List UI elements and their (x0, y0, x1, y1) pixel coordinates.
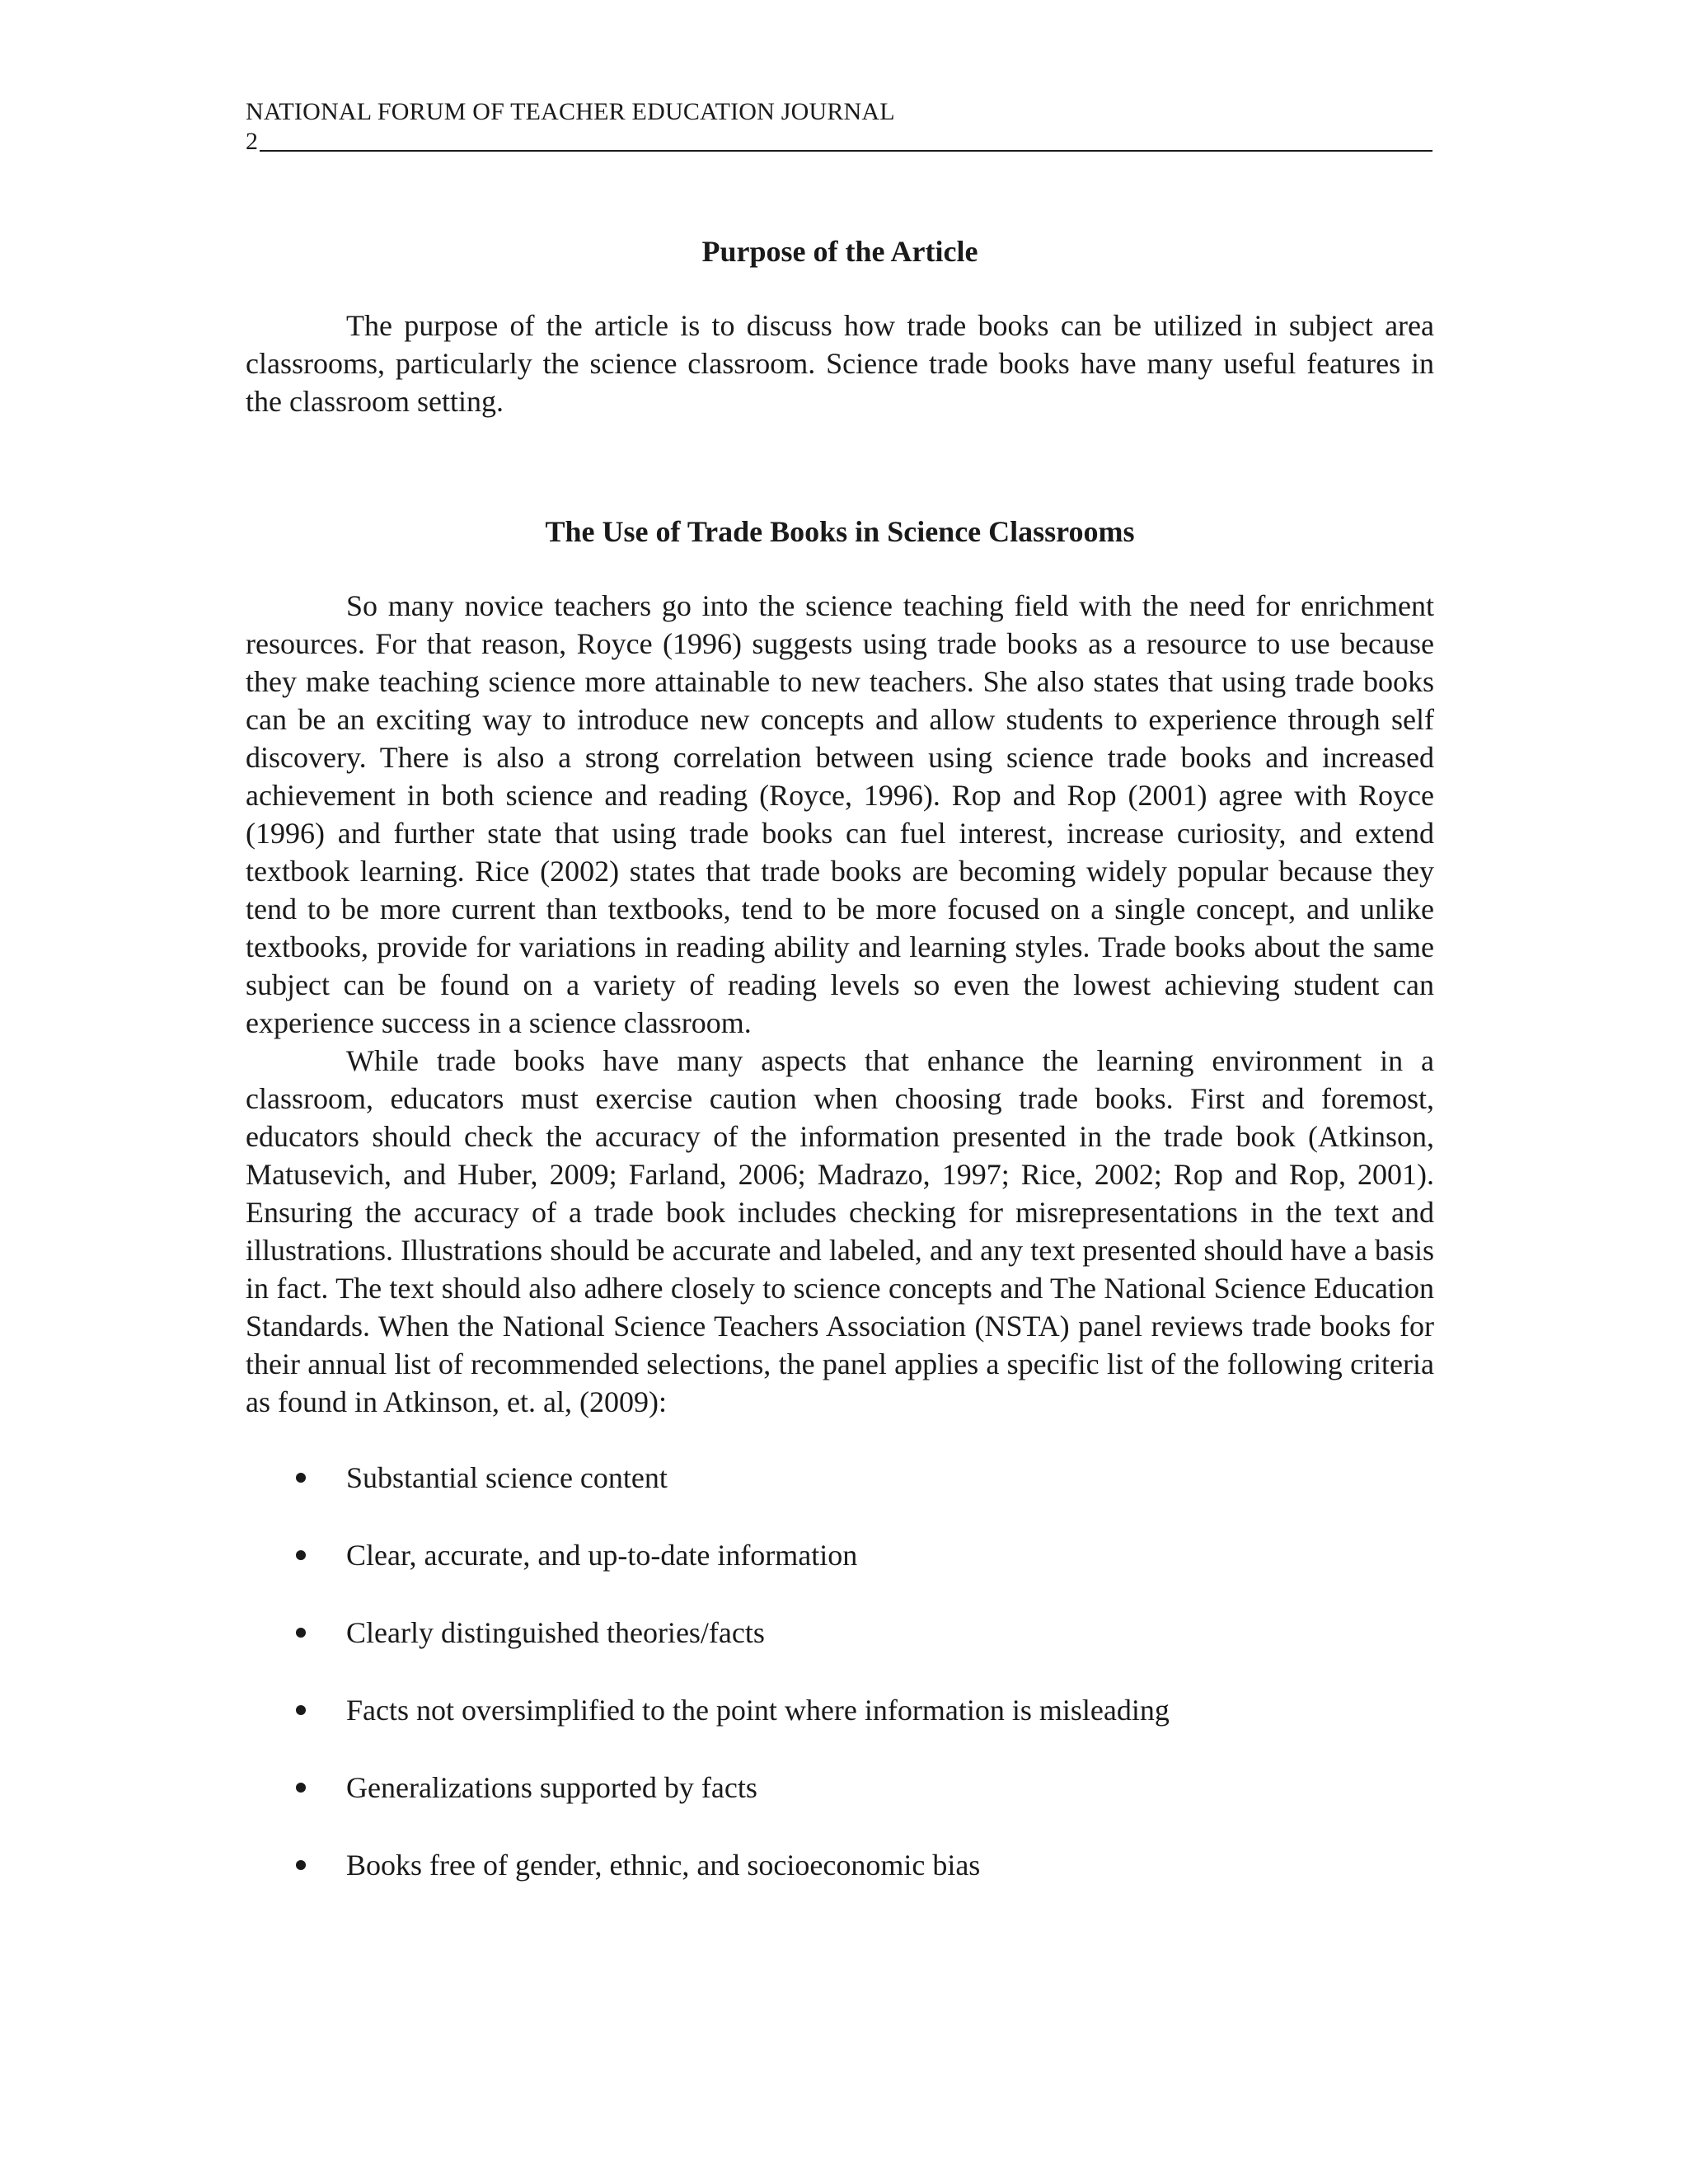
bullet-icon (296, 1860, 306, 1870)
list-item (246, 1846, 1434, 1884)
bullet-icon (296, 1628, 306, 1638)
page-number: 2 (246, 128, 258, 155)
bullet-icon (296, 1550, 306, 1560)
list-item-text: Facts not oversimplified to the point where information is misleading (346, 1694, 1170, 1727)
list-item (246, 1536, 1434, 1574)
list-item-text: Clearly distinguished theories/facts (346, 1616, 765, 1649)
bullet-icon (296, 1473, 306, 1483)
page-number-line (246, 127, 1432, 157)
list-item-text: Clear, accurate, and up-to-date information (346, 1539, 858, 1572)
body-paragraph-1: So many novice teachers go into the science teaching field with the need for enrichment resources. For that reason, Royce (1996) suggests using trade books as a resource to use because they make teaching science more attainable to new teachers. She also states that using trade books can be an exciting way to introduce new concepts and allow students to experience through self discovery. There is also a strong correlation between using science trade books and increased achievement in both science and reading (Royce, 1996). Rop and Rop (2001) agree with Royce (1996) and further state that using trade books can fuel interest, increase curiosity, and extend textbook learning. Rice (2002) states that trade books are becoming widely popular because they tend to be more current than textbooks, tend to be more focused on a single concept, and unlike textbooks, provide for variations in reading ability and learning styles. Trade books about the same subject can be found on a variety of reading levels so even the lowest achieving student can experience success in a science classroom. (246, 589, 1434, 1039)
list-item-text: Substantial science content (346, 1461, 668, 1494)
purpose-paragraph: The purpose of the article is to discuss how trade books can be utilized in subject area classrooms, particularly the science classroom. Science trade books have many useful features in the classroom setting. (246, 309, 1434, 418)
list-item-text: Generalizations supported by facts (346, 1771, 757, 1804)
list-item (246, 1459, 1434, 1497)
body-paragraph-2: While trade books have many aspects that enhance the learning environment in a classroom, educators must exercise caution when choosing trade books. First and foremost, educators should check the accuracy of the information presented in the trade book (Atkinson, Matusevich, and Huber, 2009; Farland, 2006; Madrazo, 1997; Rice, 2002; Rop and Rop, 2001). Ensuring the accuracy of a trade book includes checking for misrepresentations in the text and illustrations. Illustrations should be accurate and labeled, and any text presented should have a basis in fact. The text should also adhere closely to science concepts and The National Science Education Standards. When the National Science Teachers Association (NSTA) panel reviews trade books for their annual list of recommended selections, the panel applies a specific list of the following criteria as found in Atkinson, et. al, (2009): (246, 1044, 1434, 1418)
section-heading-purpose: Purpose of the Article (701, 235, 978, 268)
list-item (246, 1691, 1434, 1729)
journal-title: NATIONAL FORUM OF TEACHER EDUCATION JOURNAL (246, 98, 895, 125)
document-page (246, 97, 1434, 1924)
section-heading-trade-books: The Use of Trade Books in Science Classrooms (545, 515, 1135, 548)
list-item (246, 1614, 1434, 1652)
list-item (246, 1769, 1434, 1807)
criteria-list (246, 1459, 1434, 1884)
bullet-icon (296, 1783, 306, 1793)
header-rule (260, 150, 1432, 152)
list-item-text: Books free of gender, ethnic, and socioeconomic bias (346, 1849, 981, 1882)
bullet-icon (296, 1705, 306, 1715)
